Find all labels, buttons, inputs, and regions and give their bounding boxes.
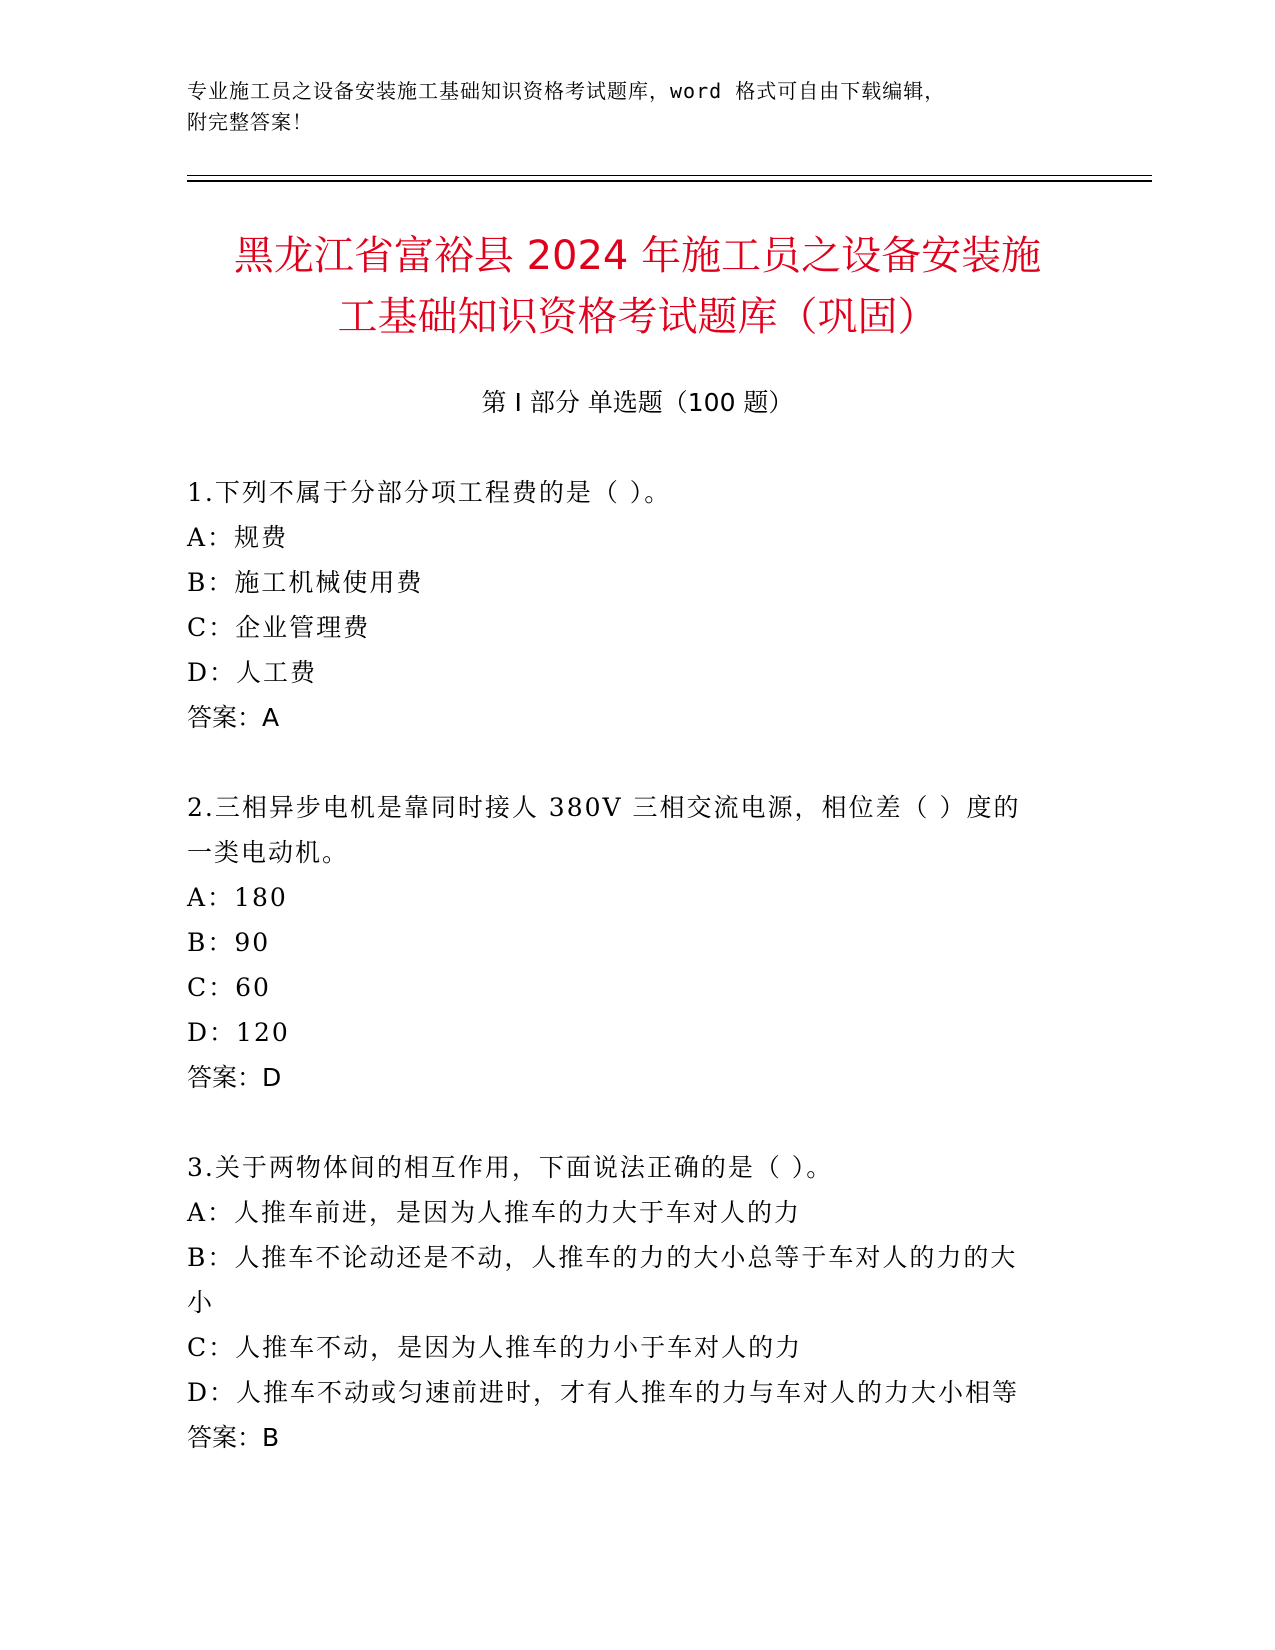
question-1-option-a: A：规费 [187,523,289,552]
question-3-option-d: D：人推车不动或匀速前进时，才有人推车的力与车对人的力大小相等 [187,1378,1020,1407]
question-1-option-b: B：施工机械使用费 [187,568,424,597]
question-3-option-c: C：人推车不动，是因为人推车的力小于车对人的力 [187,1333,803,1362]
question-2-answer: 答案：D [187,1063,282,1092]
document-title-line-2: 工基础知识资格考试题库（巩固） [337,294,938,340]
question-2-option-c: C：60 [187,973,271,1002]
question-3-option-b-line-2: 小 [187,1288,215,1317]
document-title-line-1: 黑龙江省富裕县 2024 年施工员之设备安装施 [233,233,1042,279]
header-rule-bottom [187,180,1152,182]
question-3-option-b-line-1: B：人推车不论动还是不动，人推车的力的大小总等于车对人的力的大 [187,1243,1018,1272]
question-3-option-a: A：人推车前进，是因为人推车的力大于车对人的力 [187,1198,802,1227]
question-2-stem-line-1: 2.三相异步电机是靠同时接人 380V 三相交流电源，相位差（ ）度的 [187,793,1021,822]
section-title: 第 I 部分 单选题（100 题） [481,388,794,417]
header-note [187,76,1067,138]
header-note-line-2: 附完整答案！ [187,110,313,134]
question-3-answer: 答案：B [187,1423,280,1452]
question-1-answer: 答案：A [187,703,280,732]
question-2-option-d: D：120 [187,1018,290,1047]
question-1-option-d: D：人工费 [187,658,318,687]
question-2-option-a: A：180 [187,883,288,912]
question-2-stem-line-2: 一类电动机。 [187,838,350,867]
header-rule-top [187,175,1152,176]
question-1-stem: 1.下列不属于分部分项工程费的是（ ）。 [187,478,672,507]
header-note-line-1: 专业施工员之设备安装施工基础知识资格考试题库，word 格式可自由下载编辑， [187,79,946,103]
question-1-option-c: C：企业管理费 [187,613,371,642]
document-title [150,226,1125,348]
question-3-stem: 3.关于两物体间的相互作用，下面说法正确的是（ ）。 [187,1153,834,1182]
question-2-option-b: B：90 [187,928,271,957]
